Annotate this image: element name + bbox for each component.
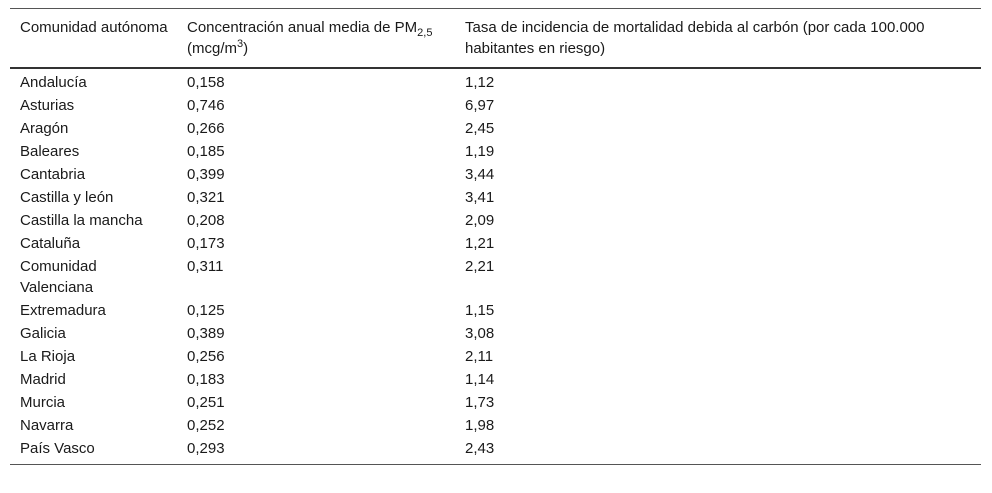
cell-mortality-rate: 1,14 xyxy=(465,371,495,388)
table-row xyxy=(10,299,981,322)
table-header xyxy=(10,9,981,69)
table-row xyxy=(10,368,981,391)
table-row xyxy=(10,345,981,368)
cell-pm-concentration: 0,125 xyxy=(187,302,225,319)
header-pm-prefix: Concentración anual media de PM xyxy=(187,19,418,36)
cell-pm-concentration: 0,185 xyxy=(187,143,225,160)
cell-region: Galicia xyxy=(20,325,66,342)
header-pm-unit-prefix: (mcg/m xyxy=(187,40,237,57)
cell-pm-concentration: 0,399 xyxy=(187,166,225,183)
header-pm-subscript: 2,5 xyxy=(417,27,433,39)
cell-region: Cantabria xyxy=(20,166,86,183)
cell-region: Cataluña xyxy=(20,235,81,252)
cell-mortality-rate: 1,12 xyxy=(465,74,495,91)
cell-pm-concentration: 0,256 xyxy=(187,348,225,365)
cell-region: Murcia xyxy=(20,394,66,411)
table-body xyxy=(10,68,981,465)
cell-mortality-rate: 3,41 xyxy=(465,189,495,206)
data-table-container xyxy=(10,8,981,465)
cell-mortality-rate: 1,73 xyxy=(465,394,495,411)
header-pm-unit-suffix: ) xyxy=(243,40,249,57)
mortality-table xyxy=(10,8,981,465)
cell-region: Asturias xyxy=(20,97,75,114)
cell-mortality-rate: 2,09 xyxy=(465,212,495,229)
cell-mortality-rate: 3,08 xyxy=(465,325,495,342)
table-row xyxy=(10,255,981,299)
cell-pm-concentration: 0,158 xyxy=(187,74,225,91)
cell-region: Extremadura xyxy=(20,302,106,319)
cell-pm-concentration: 0,321 xyxy=(187,189,225,206)
cell-region: La Rioja xyxy=(20,348,76,365)
cell-mortality-rate: 2,43 xyxy=(465,440,495,457)
header-mortality-rate: Tasa de incidencia de mortalidad debida al carbón (por cada 100.000 habitantes en riesgo) xyxy=(465,19,925,57)
table-row xyxy=(10,68,981,94)
table-row xyxy=(10,232,981,255)
cell-mortality-rate: 6,97 xyxy=(465,97,495,114)
cell-mortality-rate: 3,44 xyxy=(465,166,495,183)
header-region: Comunidad autónoma xyxy=(20,19,168,36)
table-row xyxy=(10,117,981,140)
cell-pm-concentration: 0,208 xyxy=(187,212,225,229)
cell-mortality-rate: 1,19 xyxy=(465,143,495,160)
cell-region: Andalucía xyxy=(20,74,87,91)
cell-region: Madrid xyxy=(20,371,66,388)
cell-pm-concentration: 0,183 xyxy=(187,371,225,388)
table-row xyxy=(10,391,981,414)
cell-region: País Vasco xyxy=(20,440,95,457)
cell-region: Castilla la mancha xyxy=(20,212,143,229)
header-pm-unit-superscript: 3 xyxy=(237,38,244,50)
table-row xyxy=(10,322,981,345)
cell-mortality-rate: 1,98 xyxy=(465,417,495,434)
cell-region: Comunidad Valenciana xyxy=(20,258,97,296)
cell-pm-concentration: 0,311 xyxy=(187,258,224,275)
table-row xyxy=(10,94,981,117)
cell-pm-concentration: 0,746 xyxy=(187,97,225,114)
header-pm-concentration xyxy=(177,9,455,69)
cell-mortality-rate: 1,21 xyxy=(465,235,495,252)
cell-mortality-rate: 2,11 xyxy=(465,348,494,365)
cell-mortality-rate: 1,15 xyxy=(465,302,495,319)
cell-region: Navarra xyxy=(20,417,74,434)
cell-pm-concentration: 0,252 xyxy=(187,417,225,434)
table-row xyxy=(10,163,981,186)
cell-pm-concentration: 0,293 xyxy=(187,440,225,457)
header-row xyxy=(10,9,981,69)
cell-region: Aragón xyxy=(20,120,69,137)
table-row xyxy=(10,209,981,232)
table-row xyxy=(10,186,981,209)
cell-region: Baleares xyxy=(20,143,80,160)
cell-pm-concentration: 0,251 xyxy=(187,394,225,411)
cell-pm-concentration: 0,266 xyxy=(187,120,225,137)
cell-region: Castilla y león xyxy=(20,189,114,206)
cell-pm-concentration: 0,173 xyxy=(187,235,225,252)
cell-pm-concentration: 0,389 xyxy=(187,325,225,342)
cell-mortality-rate: 2,21 xyxy=(465,258,495,275)
cell-mortality-rate: 2,45 xyxy=(465,120,495,137)
table-row xyxy=(10,140,981,163)
table-row xyxy=(10,414,981,437)
table-row xyxy=(10,437,981,465)
